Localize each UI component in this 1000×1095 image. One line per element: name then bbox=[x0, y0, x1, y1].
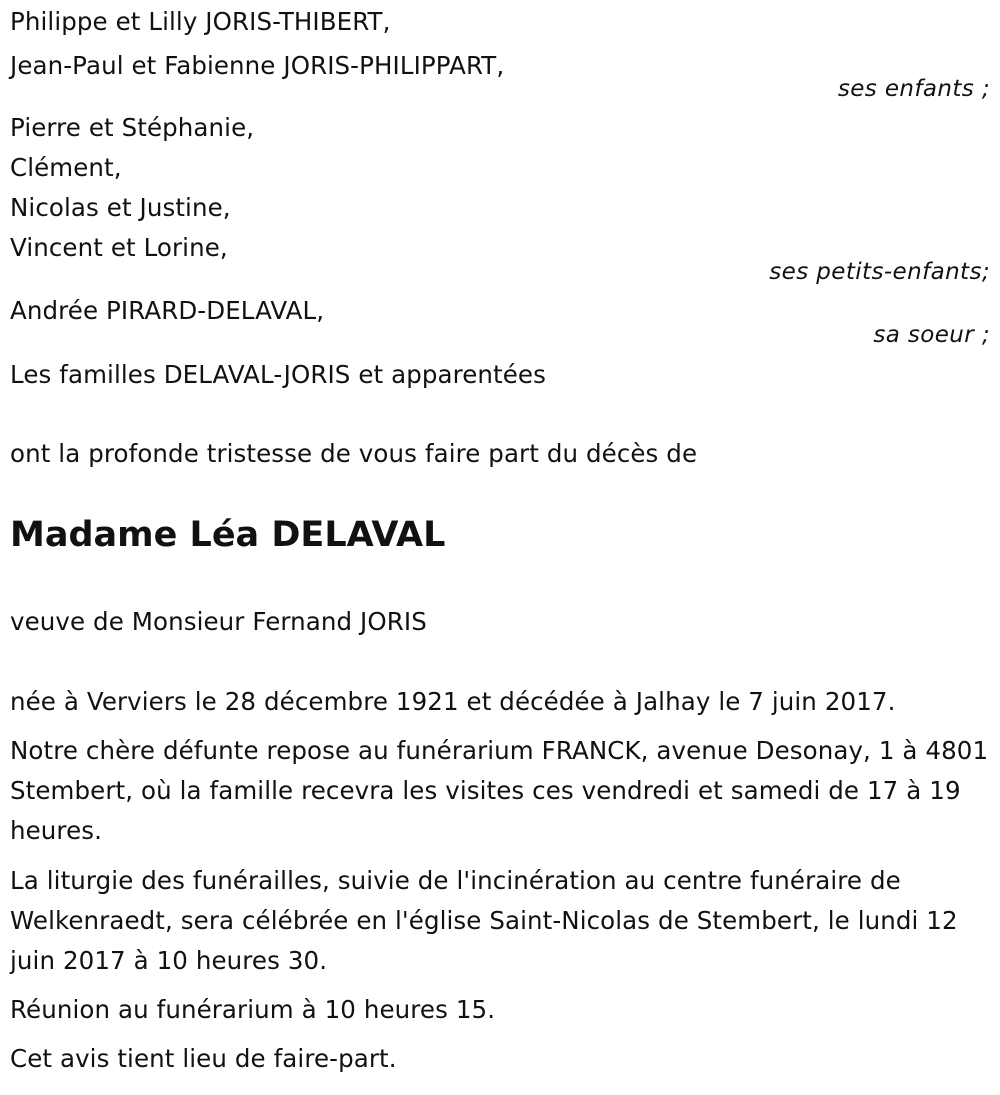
deceased-name: Madame Léa DELAVAL bbox=[10, 515, 446, 555]
children-role: ses enfants ; bbox=[837, 76, 990, 102]
families-line: Les familles DELAVAL-JORIS et apparentées bbox=[10, 360, 546, 389]
widow-of-text: veuve de Monsieur Fernand JORIS bbox=[10, 607, 427, 636]
grandchildren-line-2: Clément, bbox=[10, 153, 122, 182]
closing-text: Cet avis tient lieu de faire-part. bbox=[10, 1044, 397, 1073]
liturgy-paragraph: La liturgie des funérailles, suivie de l'incinération au centre funéraire de Welkenraedt, sera célébrée en l'église Saint-Nicolas de Stembert, le lundi 12 juin 2017 à 10 heures 30. bbox=[10, 866, 958, 975]
meeting-text: Réunion au funérarium à 10 heures 15. bbox=[10, 995, 496, 1024]
grandchildren-line-4: Vincent et Lorine, bbox=[10, 233, 228, 262]
announcement-text: ont la profonde tristesse de vous faire part du décès de bbox=[10, 439, 698, 468]
sister-line: Andrée PIRARD-DELAVAL, bbox=[10, 296, 325, 325]
grandchildren-role: ses petits-enfants; bbox=[769, 259, 990, 285]
grandchildren-line-1: Pierre et Stéphanie, bbox=[10, 113, 255, 142]
children-line-1: Philippe et Lilly JORIS-THIBERT, bbox=[10, 7, 391, 36]
children-line-2: Jean-Paul et Fabienne JORIS-PHILIPPART, bbox=[10, 51, 505, 80]
visitation-paragraph: Notre chère défunte repose au funérarium FRANCK, avenue Desonay, 1 à 4801 Stembert, où la famille recevra les visites ces vendredi et samedi de 17 à 19 heures. bbox=[10, 736, 989, 845]
sister-role: sa soeur ; bbox=[873, 322, 990, 348]
grandchildren-line-3: Nicolas et Justine, bbox=[10, 193, 231, 222]
birth-death-text: née à Verviers le 28 décembre 1921 et décédée à Jalhay le 7 juin 2017. bbox=[10, 687, 896, 716]
